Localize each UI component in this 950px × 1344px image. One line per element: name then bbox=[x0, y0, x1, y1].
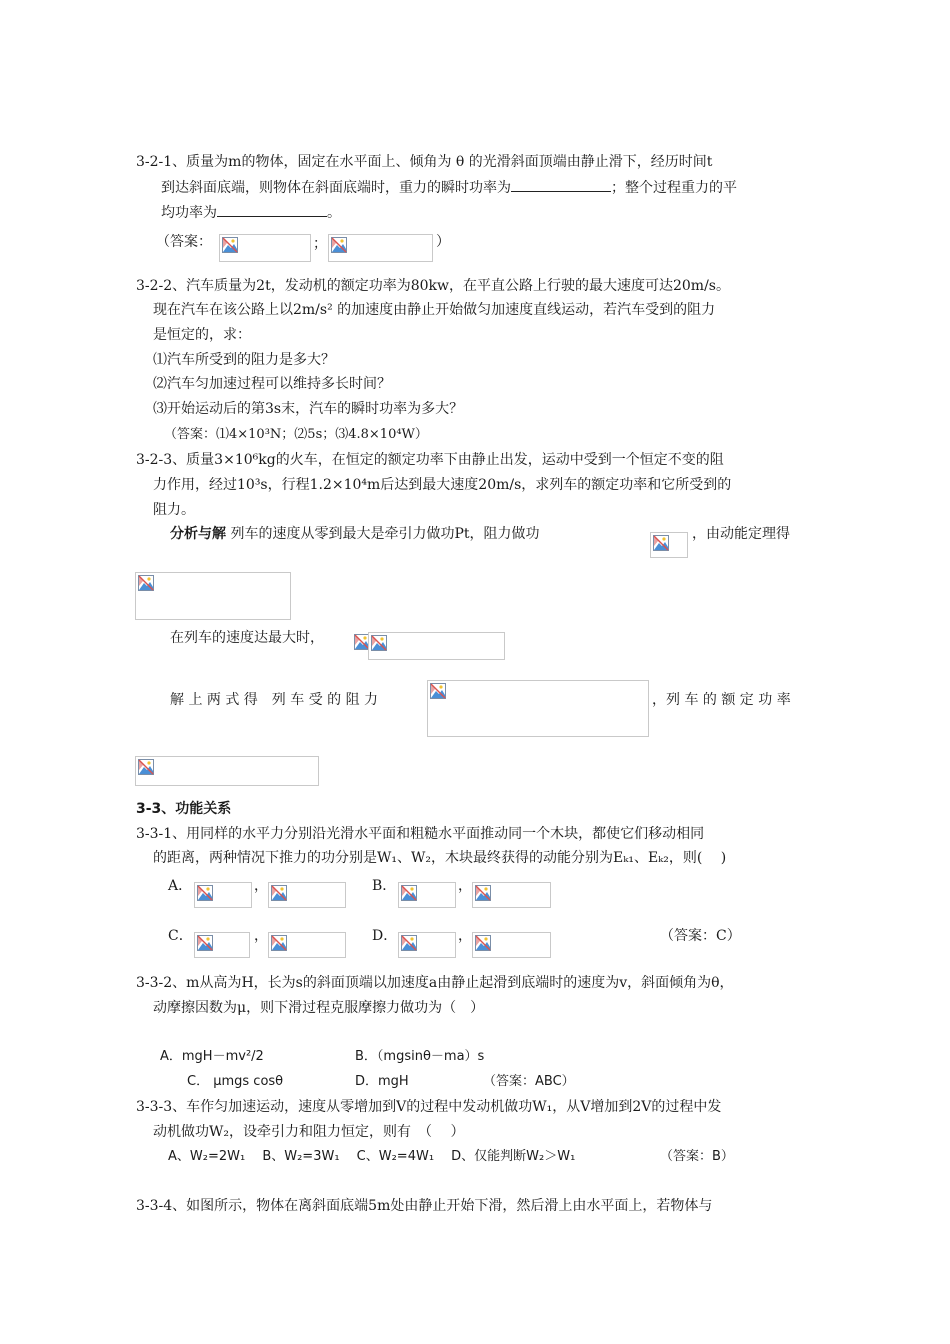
p323-line1: 3-2-3、质量3×10⁶kg的火车，在恒定的额定功率下由静止出发，运动中受到一个恒定不变的阻 bbox=[136, 452, 724, 468]
option-d-label: D． bbox=[372, 928, 398, 944]
p331-answer: （答案：C） bbox=[660, 928, 741, 944]
broken-image-icon bbox=[197, 935, 213, 951]
option-d-comma: ， bbox=[458, 928, 472, 944]
broken-image-icon bbox=[331, 237, 347, 253]
formula-image bbox=[135, 756, 319, 786]
formula-image bbox=[472, 882, 551, 908]
p334-line1: 3-3-4、如图所示，物体在离斜面底端5m处由静止开始下滑，然后滑上由水平面上，若物体与 bbox=[136, 1198, 713, 1214]
p321-line3-text: 均功率为 bbox=[161, 205, 217, 221]
p322-answer: （答案：⑴4×10³N；⑵5s；⑶4.8×10⁴W） bbox=[164, 427, 428, 442]
formula-image bbox=[328, 234, 433, 262]
formula-image bbox=[194, 932, 250, 958]
p321-line2-text: 到达斜面底端，则物体在斜面底端时，重力的瞬时功率为 bbox=[161, 180, 511, 196]
option-c-comma: ， bbox=[254, 928, 268, 944]
formula-image bbox=[650, 532, 688, 558]
option-b-label: B． bbox=[372, 878, 397, 894]
p323-line2: 力作用，经过10³s，行程1.2×10⁴m后达到最大速度20m/s，求列车的额定功率和它所受到的 bbox=[153, 477, 732, 493]
p332-option-c: C． μmgs cosθ bbox=[187, 1074, 284, 1089]
formula-image bbox=[268, 932, 346, 958]
p333-line2: 动机做功W₂，设牵引力和阻力恒定，则有 （ ） bbox=[153, 1124, 465, 1140]
p321-answer-open: （答案： bbox=[156, 234, 212, 250]
broken-image-icon bbox=[138, 759, 154, 775]
p321-line1: 3-2-1、质量为m的物体，固定在水平面上、倾角为 θ 的光滑斜面顶端由静止滑下，经历时间t bbox=[136, 154, 713, 170]
p332-line1: 3-3-2、m从高为H，长为s的斜面顶端以加速度a由静止起滑到底端时的速度为v，斜面倾角为θ， bbox=[136, 975, 734, 991]
broken-image-icon bbox=[271, 935, 287, 951]
p323-line3: 阻力。 bbox=[153, 502, 195, 518]
option-b-comma: ， bbox=[458, 878, 472, 894]
formula-image bbox=[135, 572, 291, 620]
p333-answer: （答案：B） bbox=[660, 1149, 734, 1164]
option-a-comma: ， bbox=[254, 878, 268, 894]
broken-image-icon bbox=[271, 885, 287, 901]
broken-image-icon bbox=[401, 885, 417, 901]
max-speed-text: 在列车的速度达最大时， bbox=[170, 630, 324, 646]
p333-line1: 3-3-3、车作匀加速运动，速度从零增加到V的过程中发动机做功W₁，从V增加到2V的过程中发 bbox=[136, 1099, 722, 1115]
broken-image-icon bbox=[475, 935, 491, 951]
p322-question-2: ⑵汽车匀加速过程可以维持多长时间？ bbox=[153, 376, 391, 392]
broken-image-icon bbox=[222, 237, 238, 253]
formula-image bbox=[398, 882, 456, 908]
p321-line3 bbox=[161, 202, 341, 223]
formula-image bbox=[194, 882, 252, 908]
formula-image bbox=[219, 234, 311, 262]
p331-line1: 3-3-1、用同样的水平力分别沿光滑水平面和粗糙水平面推动同一个木块，都使它们移动相同 bbox=[136, 826, 705, 842]
section-heading: 3-3、功能关系 bbox=[136, 801, 232, 817]
analysis-text: 列车的速度从零到最大是牵引力做功Pt，阻力做功 bbox=[230, 526, 540, 542]
formula-image bbox=[368, 632, 505, 660]
p322-question-1: ⑴汽车所受到的阻力是多大？ bbox=[153, 352, 335, 368]
solve-tail: ，列 车 的 额 定 功 率 bbox=[652, 692, 791, 708]
formula-image bbox=[472, 932, 551, 958]
p323-analysis bbox=[170, 524, 540, 544]
p321-line2-tail: ；整个过程重力的平 bbox=[611, 180, 737, 196]
p321-line3-tail: 。 bbox=[327, 205, 341, 221]
p322-line1: 3-2-2、汽车质量为2t，发动机的额定功率为80kw，在平直公路上行驶的最大速度可达20m/s。 bbox=[136, 278, 730, 294]
p333-options: A、W₂=2W₁ B、W₂=3W₁ C、W₂=4W₁ D、仅能判断W₂＞W₁ bbox=[168, 1149, 576, 1164]
p321-answer-sep: ； bbox=[313, 236, 327, 252]
broken-image-icon bbox=[371, 635, 387, 651]
p332-line2: 动摩擦因数为μ，则下滑过程克服摩擦力做功为（ ） bbox=[153, 1000, 485, 1016]
broken-image-icon bbox=[197, 885, 213, 901]
p321-line2 bbox=[161, 177, 737, 198]
broken-image-icon bbox=[430, 683, 446, 699]
p332-option-a: A．mgH－mv²/2 bbox=[160, 1049, 264, 1064]
option-a-label: A． bbox=[168, 878, 193, 894]
broken-image-icon bbox=[653, 535, 669, 551]
p322-line2: 现在汽车在该公路上以2m/s² 的加速度由静止开始做匀加速度直线运动，若汽车受到的阻力 bbox=[153, 302, 716, 318]
p322-question-3: ⑶开始运动后的第3s末，汽车的瞬时功率为多大？ bbox=[153, 401, 464, 417]
formula-image bbox=[268, 882, 346, 908]
analysis-tail: ，由动能定理得 bbox=[692, 526, 790, 542]
option-c-label: C． bbox=[168, 928, 193, 944]
solve-text: 解 上 两 式 得 列 车 受 的 阻 力 bbox=[170, 692, 379, 708]
broken-image-icon bbox=[138, 575, 154, 591]
formula-image bbox=[398, 932, 456, 958]
p322-line3: 是恒定的，求： bbox=[153, 327, 251, 343]
p331-line2: 的距离，两种情况下推力的功分别是W₁、W₂，木块最终获得的动能分别为Eₖ₁、Eₖ₂，则( ) bbox=[153, 850, 727, 866]
broken-image-icon bbox=[475, 885, 491, 901]
p332-option-b: B．（mgsinθ－ma）s bbox=[355, 1049, 485, 1064]
formula-image bbox=[427, 680, 649, 737]
p332-answer: （答案：ABC） bbox=[483, 1074, 575, 1089]
analysis-label: 分析与解 bbox=[170, 526, 226, 542]
broken-image-icon bbox=[401, 935, 417, 951]
p332-option-d: D．mgH bbox=[355, 1074, 409, 1089]
answer-blank bbox=[511, 177, 611, 192]
answer-blank bbox=[217, 202, 327, 217]
p321-answer-close: ） bbox=[436, 234, 450, 250]
